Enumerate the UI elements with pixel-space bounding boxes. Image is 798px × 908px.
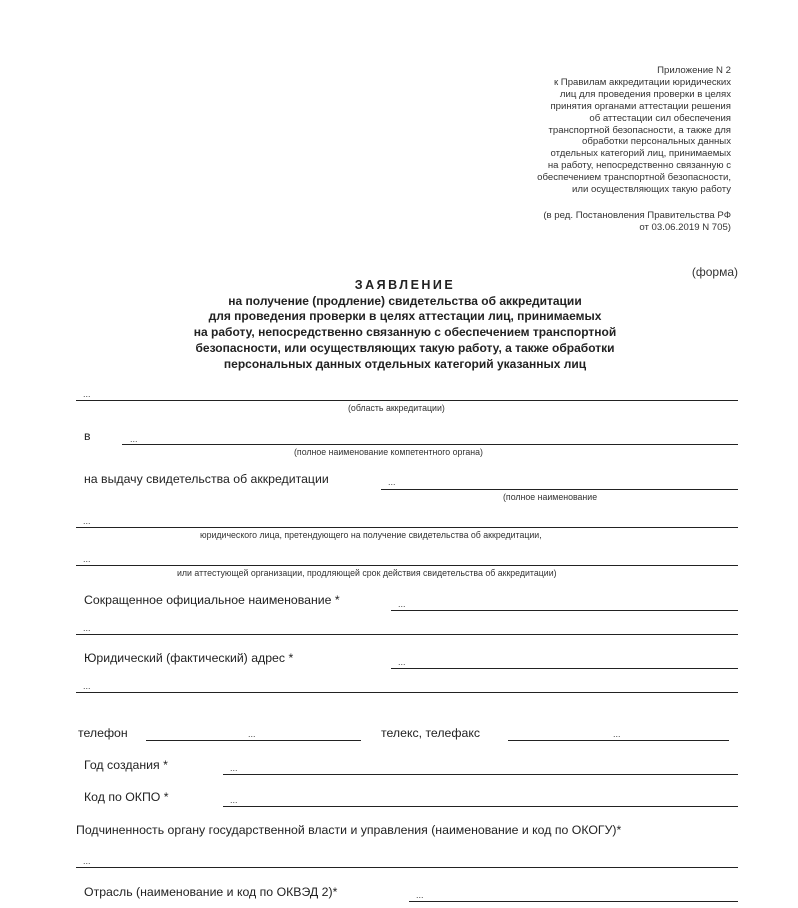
appendix-line: к Правилам аккредитации юридических: [553, 76, 731, 88]
title-line: для проведения проверки в целях аттестации лиц, принимаемых: [208, 309, 602, 324]
issue-label: на выдачу свидетельства об аккредитации: [84, 472, 329, 486]
subordination-label: Подчиненность органу государственной власти и управления (наименование и код по ОКОГУ)*: [76, 823, 622, 837]
year-label: Год создания *: [84, 758, 168, 772]
field-placeholder: ...: [230, 795, 238, 805]
field-placeholder: ...: [388, 477, 396, 487]
short-name-label: Сокращенное официальное наименование *: [84, 593, 340, 607]
appendix-line: или осуществляющих такую работу: [572, 184, 731, 196]
field-placeholder: ...: [398, 599, 406, 609]
appendix-line: на работу, непосредственно связанную с: [547, 160, 731, 172]
title-line: на работу, непосредственно связанную с обеспечением транспортной: [193, 325, 617, 340]
field-placeholder: ...: [83, 856, 91, 866]
legal-entity-caption: юридического лица, претендующего на получение свидетельства об аккредитации,: [200, 530, 542, 540]
field-underline: [381, 489, 738, 490]
field-placeholder: ...: [83, 681, 91, 691]
field-underline: [76, 527, 738, 528]
edition-note: [543, 210, 731, 234]
appendix-line: транспортной безопасности, а также для: [548, 124, 731, 136]
field-underline: [508, 740, 729, 741]
edition-line: от 03.06.2019 N 705): [639, 222, 731, 233]
field-placeholder: ...: [416, 890, 424, 900]
phone-label: телефон: [78, 726, 128, 740]
title-line: безопасности, или осуществляющих такую работу, а также обработки: [195, 340, 615, 355]
title-heading: ЗАЯВЛЕНИЕ: [354, 278, 456, 292]
form-label: (форма): [691, 265, 738, 279]
field-placeholder: ...: [83, 389, 91, 399]
field-underline: [409, 901, 738, 902]
field-underline: [391, 610, 738, 611]
field-underline: [223, 774, 738, 775]
field-placeholder: ...: [83, 554, 91, 564]
appendix-line: лиц для проведения проверки в целях: [559, 88, 731, 100]
title-line: персональных данных отдельных категорий указанных лиц: [223, 356, 587, 371]
appendix-line: отдельных категорий лиц, принимаемых: [550, 148, 731, 160]
appendix-line: об аттестации сил обеспечения: [589, 112, 731, 124]
accreditation-area-caption: (область аккредитации): [348, 403, 445, 413]
field-underline: [76, 692, 738, 693]
appendix-line: принятия органами аттестации решения: [550, 100, 731, 112]
field-placeholder: ...: [83, 516, 91, 526]
to-prefix: в: [84, 429, 91, 443]
appendix-note: [537, 65, 731, 196]
industry-label: Отрасль (наименование и код по ОКВЭД 2)*: [84, 885, 338, 899]
field-underline: [76, 634, 738, 635]
field-underline: [122, 444, 738, 445]
edition-line: (в ред. Постановления Правительства РФ: [543, 210, 731, 221]
address-label: Юридический (фактический) адрес *: [84, 651, 294, 665]
field-underline: [76, 400, 738, 401]
authority-caption: (полное наименование компетентного органа): [294, 447, 483, 457]
field-underline: [223, 806, 738, 807]
field-placeholder: ...: [248, 729, 256, 739]
certifying-org-caption: или аттестующей организации, продляющей срок действия свидетельства об аккредитации): [177, 568, 557, 578]
title-line: на получение (продление) свидетельства об аккредитации: [228, 293, 582, 308]
field-placeholder: ...: [398, 657, 406, 667]
field-placeholder: ...: [130, 434, 138, 444]
appendix-line: Приложение N 2: [657, 65, 731, 76]
field-placeholder: ...: [613, 729, 621, 739]
field-underline: [76, 565, 738, 566]
appendix-line: обеспечением транспортной безопасности,: [537, 172, 731, 184]
field-placeholder: ...: [83, 623, 91, 633]
full-name-caption: (полное наименование: [503, 492, 598, 502]
document-title: [120, 278, 690, 372]
appendix-line: обработки персональных данных: [582, 136, 731, 148]
field-placeholder: ...: [230, 763, 238, 773]
okpo-label: Код по ОКПО *: [84, 790, 169, 804]
telex-label: телекс, телефакс: [381, 726, 480, 740]
field-underline: [391, 668, 738, 669]
field-underline: [76, 867, 738, 868]
field-underline: [146, 740, 361, 741]
